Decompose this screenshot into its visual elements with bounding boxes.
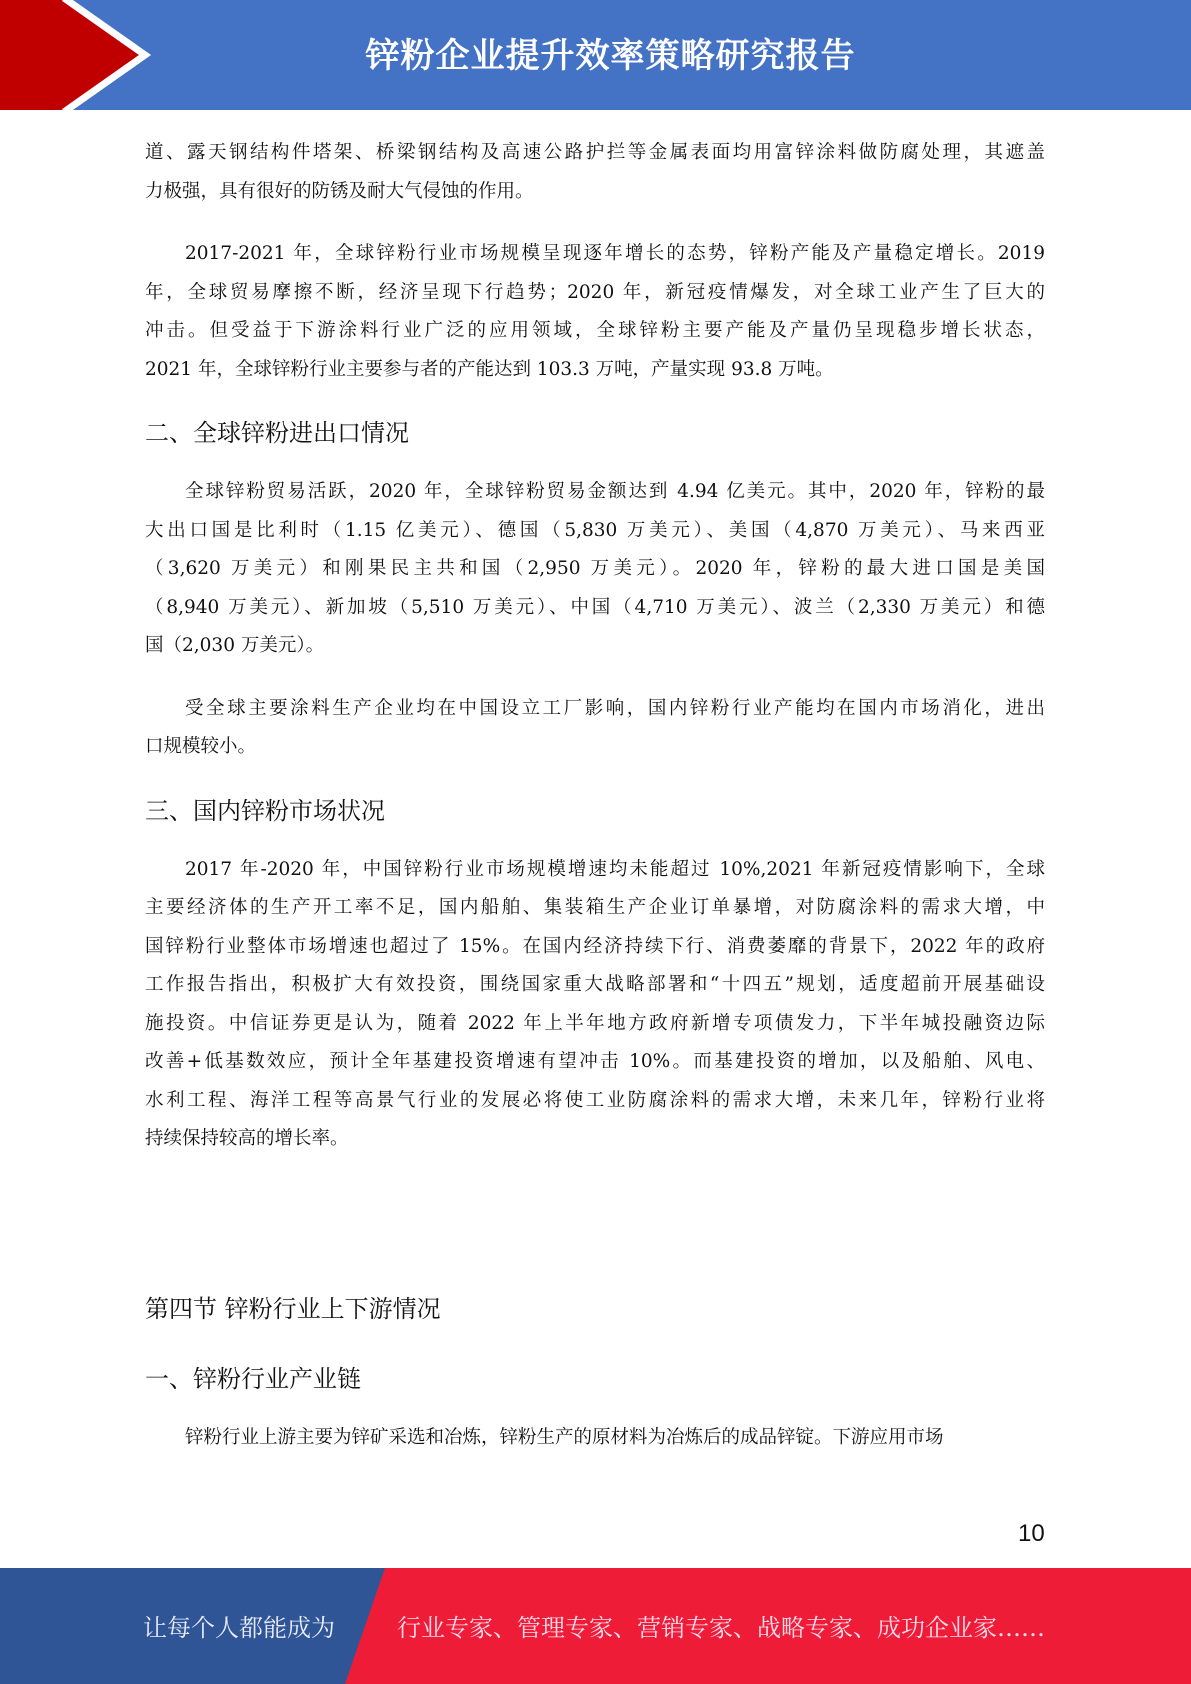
paragraph-line: 年，全球贸易摩擦不断，经济呈现下行趋势；2020 年，新冠疫情爆发，对全球工业产生了巨大的	[145, 281, 1045, 303]
page-header	[0, 0, 1191, 110]
paragraph	[145, 473, 1045, 666]
paragraph-line: （3,620 万美元）和刚果民主共和国（2,950 万美元）。2020 年，锌粉的最大进口国是美国	[145, 558, 1045, 579]
footer-slogan-right: 行业专家、管理专家、营销专家、战略专家、成功企业家……	[397, 1614, 1045, 1642]
paragraph-line: 锌粉行业上游主要为锌矿采选和冶炼，锌粉生产的原材料为冶炼后的成品锌锭。下游应用市场	[185, 1426, 944, 1448]
paragraph-line: 改善+低基数效应，预计全年基建投资增速有望冲击 10%。而基建投资的增加，以及船舶、风电、	[145, 1051, 1045, 1072]
paragraph-line: 国锌粉行业整体市场增速也超过了 15%。在国内经济持续下行、消费萎靡的背景下，2022 年的政府	[145, 935, 1045, 957]
section-heading-domestic-market: 三、国内锌粉市场状况	[145, 796, 385, 825]
paragraph	[145, 690, 1045, 767]
document-body	[145, 134, 1045, 1481]
section-heading-industry-chain: 一、锌粉行业产业链	[145, 1364, 361, 1393]
paragraph-line: 2021 年，全球锌粉行业主要参与者的产能达到 103.3 万吨，产量实现 93.8 万吨。	[145, 358, 834, 380]
paragraph-line: 持续保持较高的增长率。	[145, 1128, 349, 1149]
paragraph-line: 主要经济体的生产开工率不足，国内船舶、集装箱生产企业订单暴增，对防腐涂料的需求大增，中	[145, 897, 1045, 918]
paragraph-line: 2017 年-2020 年，中国锌粉行业市场规模增速均未能超过 10%,2021 年新冠疫情影响下，全球	[185, 858, 1045, 880]
section-heading-trade: 二、全球锌粉进出口情况	[145, 419, 409, 447]
paragraph-line: 口规模较小。	[145, 736, 257, 757]
paragraph-line: 冲击。但受益于下游涂料行业广泛的应用领域，全球锌粉主要产能及产量仍呈现稳步增长状态，	[145, 320, 1045, 341]
paragraph-line: 工作报告指出，积极扩大有效投资，围绕国家重大战略部署和“十四五”规划，适度超前开展基础设	[145, 974, 1045, 995]
paragraph-line: 大出口国是比利时（1.15 亿美元）、德国（5,830 万美元）、美国（4,870 万美元）、马来西亚	[145, 519, 1045, 541]
paragraph-line: 2017-2021 年，全球锌粉行业市场规模呈现逐年增长的态势，锌粉产能及产量稳定增长。2019	[185, 243, 1045, 264]
paragraph	[145, 235, 1045, 389]
page-footer	[0, 1568, 1191, 1684]
paragraph	[145, 851, 1045, 1159]
footer-slogan-left: 让每个人都能成为	[143, 1614, 335, 1642]
chapter-heading-section4: 第四节 锌粉行业上下游情况	[145, 1294, 441, 1323]
paragraph-line: 国（2,030 万美元）。	[145, 635, 325, 656]
paragraph-line: 受全球主要涂料生产企业均在中国设立工厂影响，国内锌粉行业产能均在国内市场消化，进出	[185, 697, 1045, 719]
paragraph-line: 水利工程、海洋工程等高景气行业的发展必将使工业防腐涂料的需求大增，未来几年，锌粉行业将	[145, 1089, 1045, 1111]
paragraph-line: （8,940 万美元）、新加坡（5,510 万美元）、中国（4,710 万美元）、波兰（2,330 万美元）和德	[145, 596, 1045, 618]
paragraph-line: 全球锌粉贸易活跃，2020 年，全球锌粉贸易金额达到 4.94 亿美元。其中，2020 年，锌粉的最	[185, 481, 1045, 502]
report-title: 锌粉企业提升效率策略研究报告	[365, 36, 856, 76]
paragraph-line: 施投资。中信证券更是认为，随着 2022 年上半年地方政府新增专项债发力，下半年城投融资边际	[145, 1012, 1045, 1034]
paragraph-line: 力极强，具有很好的防锈及耐大气侵蚀的作用。	[145, 180, 534, 202]
paragraph-line: 道、露天钢结构件塔架、桥梁钢结构及高速公路护拦等金属表面均用富锌涂料做防腐处理，其遮盖	[145, 142, 1045, 163]
page-number: 10	[1018, 1520, 1045, 1547]
paragraph	[145, 134, 1045, 211]
paragraph	[145, 1419, 1045, 1458]
